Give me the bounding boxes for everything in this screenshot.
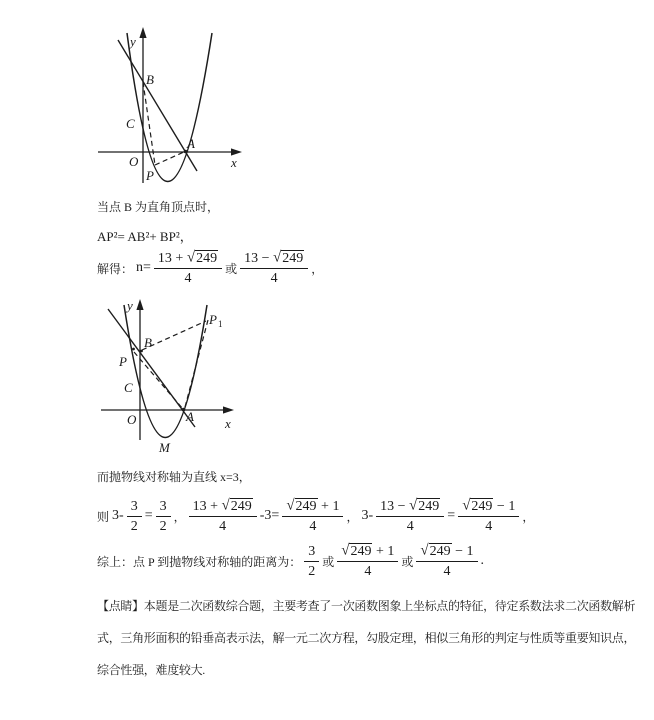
radicand: 249: [471, 498, 493, 514]
remark-line-1: 【点睛】本题是二次函数综合题，主要考查了一次函数图象上坐标点的特征，待定系数法求二次函数解析: [97, 599, 636, 613]
dashed-PA: [155, 152, 185, 166]
equation-distances: [97, 496, 537, 536]
fig2-label-y: y: [127, 298, 133, 313]
equation-conclusion: [97, 541, 487, 581]
fig1-label-y: y: [130, 34, 136, 49]
numerator-text: 13 +: [157, 250, 187, 266]
figure-parabola-2: [92, 296, 240, 464]
y-axis-arrow-icon: [139, 27, 146, 38]
eq2-equals: =: [144, 508, 153, 523]
eq2-comma: ，: [173, 509, 186, 524]
fig1-label-O: O: [129, 154, 139, 169]
radical: [222, 499, 253, 514]
denominator: 2: [308, 563, 316, 579]
denominator: 4: [309, 518, 317, 534]
numerator-text: 13 −: [380, 498, 410, 514]
eq3-prefix: 综上：点 P 到抛物线对称轴的距离为：: [97, 554, 302, 569]
eq2-equals: =: [447, 508, 456, 523]
numerator: 3: [127, 498, 142, 517]
dashed-P-A: [134, 352, 183, 409]
numerator-text: − 1: [451, 543, 474, 559]
eq2-3-minus: 3-: [361, 508, 374, 523]
x-axis-arrow-icon: [223, 406, 234, 413]
numerator-text: + 1: [372, 543, 395, 559]
fig2-label-P1: P: [209, 312, 217, 327]
remark-line-2: 式，三角形面积的铅垂高表示法，解一元二次方程，勾股定理，相似三角形的判定与性质等重要知识点，: [97, 631, 636, 645]
numerator-text: 13 +: [192, 498, 222, 514]
fig2-label-B: B: [144, 335, 152, 350]
dashed-A-P1: [185, 320, 208, 407]
statement-pythagoras: AP²= AB²+ BP²，: [97, 229, 193, 244]
fig1-label-B: B: [146, 72, 154, 87]
radicand: 249: [350, 543, 372, 559]
eq3-period: .: [480, 553, 485, 568]
denominator: 4: [406, 518, 414, 534]
numerator-text: + 1: [317, 498, 340, 514]
denominator: 4: [364, 563, 372, 579]
figure-parabola-1: [88, 20, 248, 192]
eq2-comma: ，: [346, 509, 359, 524]
denominator: 2: [130, 518, 138, 534]
statement-right-angle-at-B: 当点 B 为直角顶点时，: [97, 200, 220, 214]
fig2-label-P1-subscript: 1: [218, 319, 223, 329]
eq1-comma: ，: [311, 261, 324, 276]
fig2-label-O: O: [127, 412, 137, 427]
fraction-13-plus-sqrt249-over-4: [154, 250, 222, 287]
fig2-label-P: P: [119, 354, 127, 369]
radical-sign: √: [462, 497, 471, 513]
fig1-label-C: C: [126, 116, 135, 131]
eq2-prefix: 则: [97, 509, 110, 524]
fig2-label-A: A: [186, 409, 194, 424]
radicand: 249: [295, 498, 317, 514]
denominator: 4: [184, 270, 192, 286]
radical-sign: √: [221, 497, 230, 513]
radical-sign: √: [286, 497, 295, 513]
point-A-dot: [182, 408, 186, 412]
radical: [286, 499, 317, 514]
equation-solve-n: [97, 249, 326, 287]
radical: [420, 544, 451, 559]
denominator: 2: [159, 518, 167, 534]
fig2-label-M: M: [159, 440, 170, 455]
eq1-prefix: 解得：: [97, 261, 134, 276]
numerator: 3: [304, 543, 319, 562]
radical: [187, 251, 218, 266]
denominator: 4: [443, 563, 451, 579]
fraction-sqrt249-plus-1-over-4: [282, 498, 343, 535]
denominator: 4: [270, 270, 278, 286]
eq1-or: 或: [225, 261, 238, 276]
radical: [341, 544, 372, 559]
fig1-label-P: P: [146, 168, 154, 183]
fig2-label-C: C: [124, 380, 133, 395]
radicand: 249: [418, 498, 440, 514]
fig1-label-A: A: [187, 136, 195, 151]
numerator-text: 13 −: [244, 250, 273, 266]
fraction-sqrt249-minus-1-over-4: [416, 543, 477, 580]
parabola-curve: [127, 33, 212, 182]
radical-sign: √: [341, 542, 350, 558]
fraction-3-over-2: [127, 498, 142, 535]
radical: [273, 251, 304, 266]
radical: [462, 499, 493, 514]
radicand: 249: [230, 498, 252, 514]
fraction-sqrt249-minus-1-over-4: [458, 498, 519, 535]
fraction-sqrt249-plus-1-over-4: [337, 543, 398, 580]
statement-axis-of-symmetry: 而抛物线对称轴为直线 x=3，: [97, 470, 251, 484]
fraction-13-plus-sqrt249-over-4: [189, 498, 257, 535]
remark-line-3: 综合性强，难度较大.: [97, 663, 206, 677]
numerator-text: − 1: [493, 498, 516, 514]
fraction-3-over-2: [156, 498, 171, 535]
remark-paragraph: [97, 590, 635, 686]
fraction-13-minus-sqrt249-over-4: [376, 498, 444, 535]
radical-sign: √: [186, 249, 196, 265]
fraction-13-minus-sqrt249-over-4: [240, 250, 308, 287]
radicand: 249: [429, 543, 451, 559]
fraction-3-over-2: [304, 543, 319, 580]
denominator: 4: [485, 518, 493, 534]
radical-sign: √: [420, 542, 429, 558]
numerator: 3: [156, 498, 171, 517]
denominator: 4: [219, 518, 227, 534]
y-axis-arrow-icon: [136, 299, 143, 310]
radicand: 249: [282, 250, 304, 266]
eq2-comma: ，: [522, 509, 535, 524]
radical-sign: √: [409, 497, 418, 513]
point-P-dot: [132, 348, 135, 351]
eq1-n-equals: n=: [136, 260, 151, 275]
eq3-or: 或: [401, 554, 414, 569]
radicand: 249: [196, 250, 218, 266]
radical-sign: √: [272, 249, 282, 265]
fig1-label-x: x: [231, 155, 237, 170]
fig2-label-x: x: [225, 416, 231, 431]
eq3-or: 或: [322, 554, 335, 569]
eq2-minus-3-equals: -3=: [259, 508, 280, 523]
radical: [409, 499, 440, 514]
eq2-3-minus: 3-: [112, 508, 124, 523]
point-B-dot: [140, 350, 143, 353]
